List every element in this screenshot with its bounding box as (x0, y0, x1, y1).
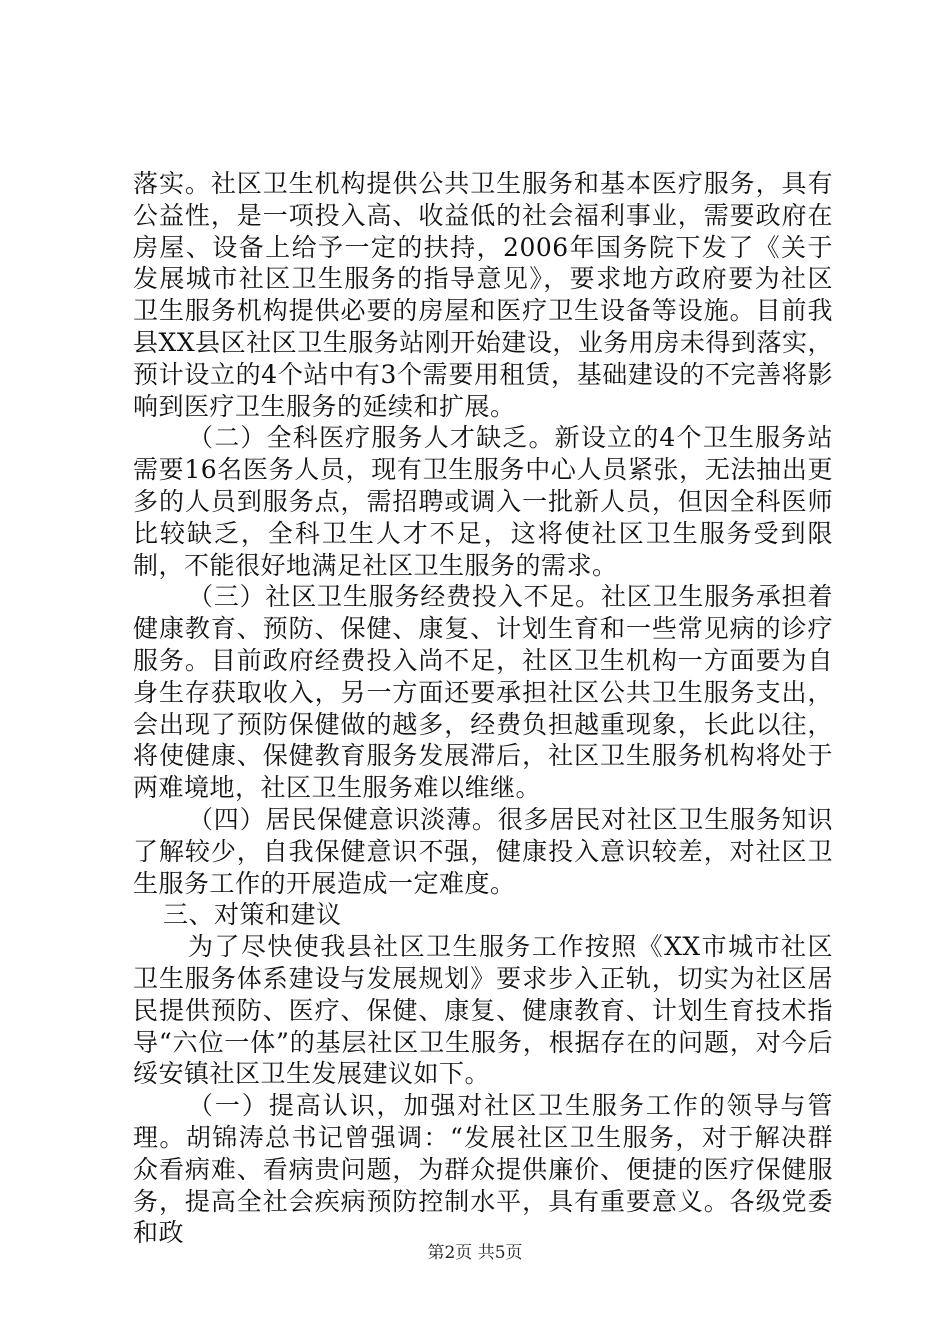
paragraph-talent-shortage: （二）全科医疗服务人才缺乏。新设立的4个卫生服务站需要16名医务人员，现有卫生服务中心人员紧张，无法抽出更多的人员到服务点，需招聘或调入一批新人员，但因全科医师比较缺乏，全科卫生人才不足，这将使社区卫生服务受到限制，不能很好地满足社区卫生服务的需求。 (133, 423, 833, 580)
paragraph-continuation: 落实。社区卫生机构提供公共卫生服务和基本医疗服务，具有公益性，是一项投入高、收益低的社会福利事业，需要政府在房屋、设备上给予一定的扶持，2006年国务院下发了《关于发展城市社区卫生服务的指导意见》，要求地方政府要为社区卫生服务机构提供必要的房屋和医疗卫生设备等设施。目前我县XX县区社区卫生服务站刚开始建设，业务用房未得到落实，预计设立的4个站中有3个需要用租赁，基础建设的不完善将影响到医疗卫生服务的延续和扩展。 (133, 169, 833, 421)
paragraph-health-awareness: （四）居民保健意识淡薄。很多居民对社区卫生服务知识了解较少，自我保健意识不强，健康投入意识较差，对社区卫生服务工作的开展造成一定难度。 (133, 804, 833, 898)
paragraph-intro-suggestions: 为了尽快使我县社区卫生服务工作按照《XX市城市社区卫生服务体系建设与发展规划》要求步入正轨，切实为社区居民提供预防、医疗、保健、康复、健康教育、计划生育技术指导“六位一体”的基层社区卫生服务，根据存在的问题，对今后绥安镇社区卫生发展建议如下。 (133, 932, 833, 1089)
paragraph-funding-shortage: （三）社区卫生服务经费投入不足。社区卫生服务承担着健康教育、预防、保健、康复、计划生育和一些常见病的诊疗服务。目前政府经费投入尚不足，社区卫生机构一方面要为自身生存获取收入，另一方面还要承担社区公共卫生服务支出，会出现了预防保健做的越多，经费负担越重现象，长此以往，将使健康、保健教育服务发展滞后，社区卫生服务机构将处于两难境地，社区卫生服务难以维继。 (133, 582, 833, 803)
page-footer: 第2页 共5页 (427, 1243, 523, 1263)
section-heading: 三、对策和建议 (163, 900, 342, 930)
paragraph-leadership: （一）提高认识，加强对社区卫生服务工作的领导与管理。胡锦涛总书记曾强调：“发展社区卫生服务，对于解决群众看病难、看病贵问题，为群众提供廉价、便捷的医疗保健服务，提高全社会疾病预防控制水平，具有重要意义。各级党委和政 (133, 1091, 833, 1248)
document-body (133, 168, 833, 1249)
